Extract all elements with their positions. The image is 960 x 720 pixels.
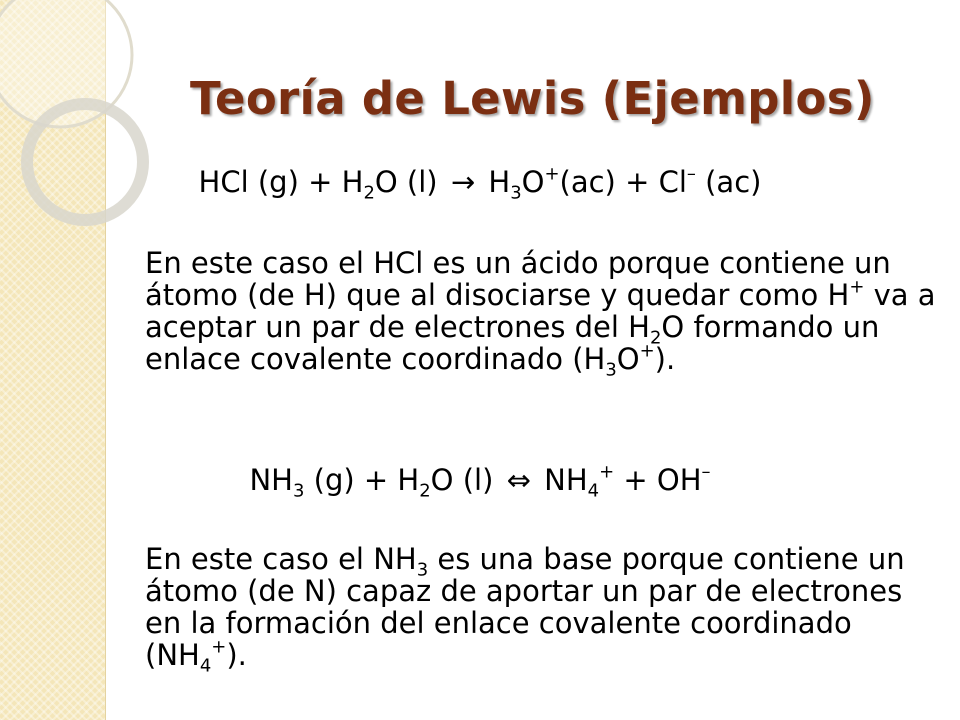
para2-subscript: 4 — [199, 655, 212, 677]
eq1-superscript: + — [544, 163, 560, 185]
eq1-part: (ac) + Cl — [559, 165, 687, 199]
para1-subscript: 2 — [649, 327, 662, 349]
eq2-part: NH — [534, 463, 588, 497]
eq2-superscript: – — [701, 461, 711, 483]
para2-text: es una base porque contiene un átomo (de N) capaz de aportar un par de electrones en la formación del enlace covalente coordinado (NH — [145, 542, 905, 672]
para2-text: ). — [226, 638, 247, 672]
para2-superscript: + — [211, 636, 227, 658]
paragraph-hcl — [145, 246, 945, 381]
equation-hcl — [0, 163, 960, 204]
eq2-part: + OH — [614, 463, 702, 497]
equilibrium-arrow: ⇔ — [506, 463, 531, 497]
eq2-part: (g) + H — [304, 463, 420, 497]
reaction-arrow: → — [450, 165, 476, 199]
eq2-subscript: 4 — [587, 480, 600, 502]
para1-text: ). — [654, 342, 676, 376]
slide-title: Teoría de Lewis (Ejemplos) — [190, 72, 875, 125]
equation-nh3 — [0, 461, 960, 502]
eq1-part: H — [479, 165, 511, 199]
eq2-superscript: + — [599, 461, 615, 483]
para1-superscript: + — [849, 276, 865, 298]
eq1-superscript: – — [686, 163, 696, 185]
para2-subscript: 3 — [416, 559, 429, 581]
eq2-subscript: 3 — [292, 480, 305, 502]
eq2-part: O (l) — [430, 463, 503, 497]
para1-subscript: 3 — [605, 359, 617, 381]
para1-text: O formando un enlace covalente coordinado (H — [145, 310, 880, 376]
eq1-subscript: 3 — [510, 182, 522, 204]
decorative-circles — [0, 0, 200, 260]
eq1-subscript: 2 — [363, 182, 375, 204]
eq2-subscript: 2 — [419, 480, 431, 502]
eq2-part: NH — [249, 463, 293, 497]
para1-text: va a aceptar un par de electrones del H — [145, 278, 936, 344]
para2-text: En este caso el NH — [145, 542, 417, 576]
eq1-part: O (l) — [374, 165, 447, 199]
para1-text: En este caso el HCl es un ácido porque contiene un átomo (de H) que al disociarse y quedar como H — [145, 246, 891, 312]
para1-text: O — [616, 342, 640, 376]
para1-superscript: + — [639, 340, 655, 362]
paragraph-nh3 — [145, 542, 945, 677]
eq1-part: (ac) — [695, 165, 762, 199]
eq1-part: HCl (g) + H — [198, 165, 364, 199]
eq1-part: O — [521, 165, 545, 199]
